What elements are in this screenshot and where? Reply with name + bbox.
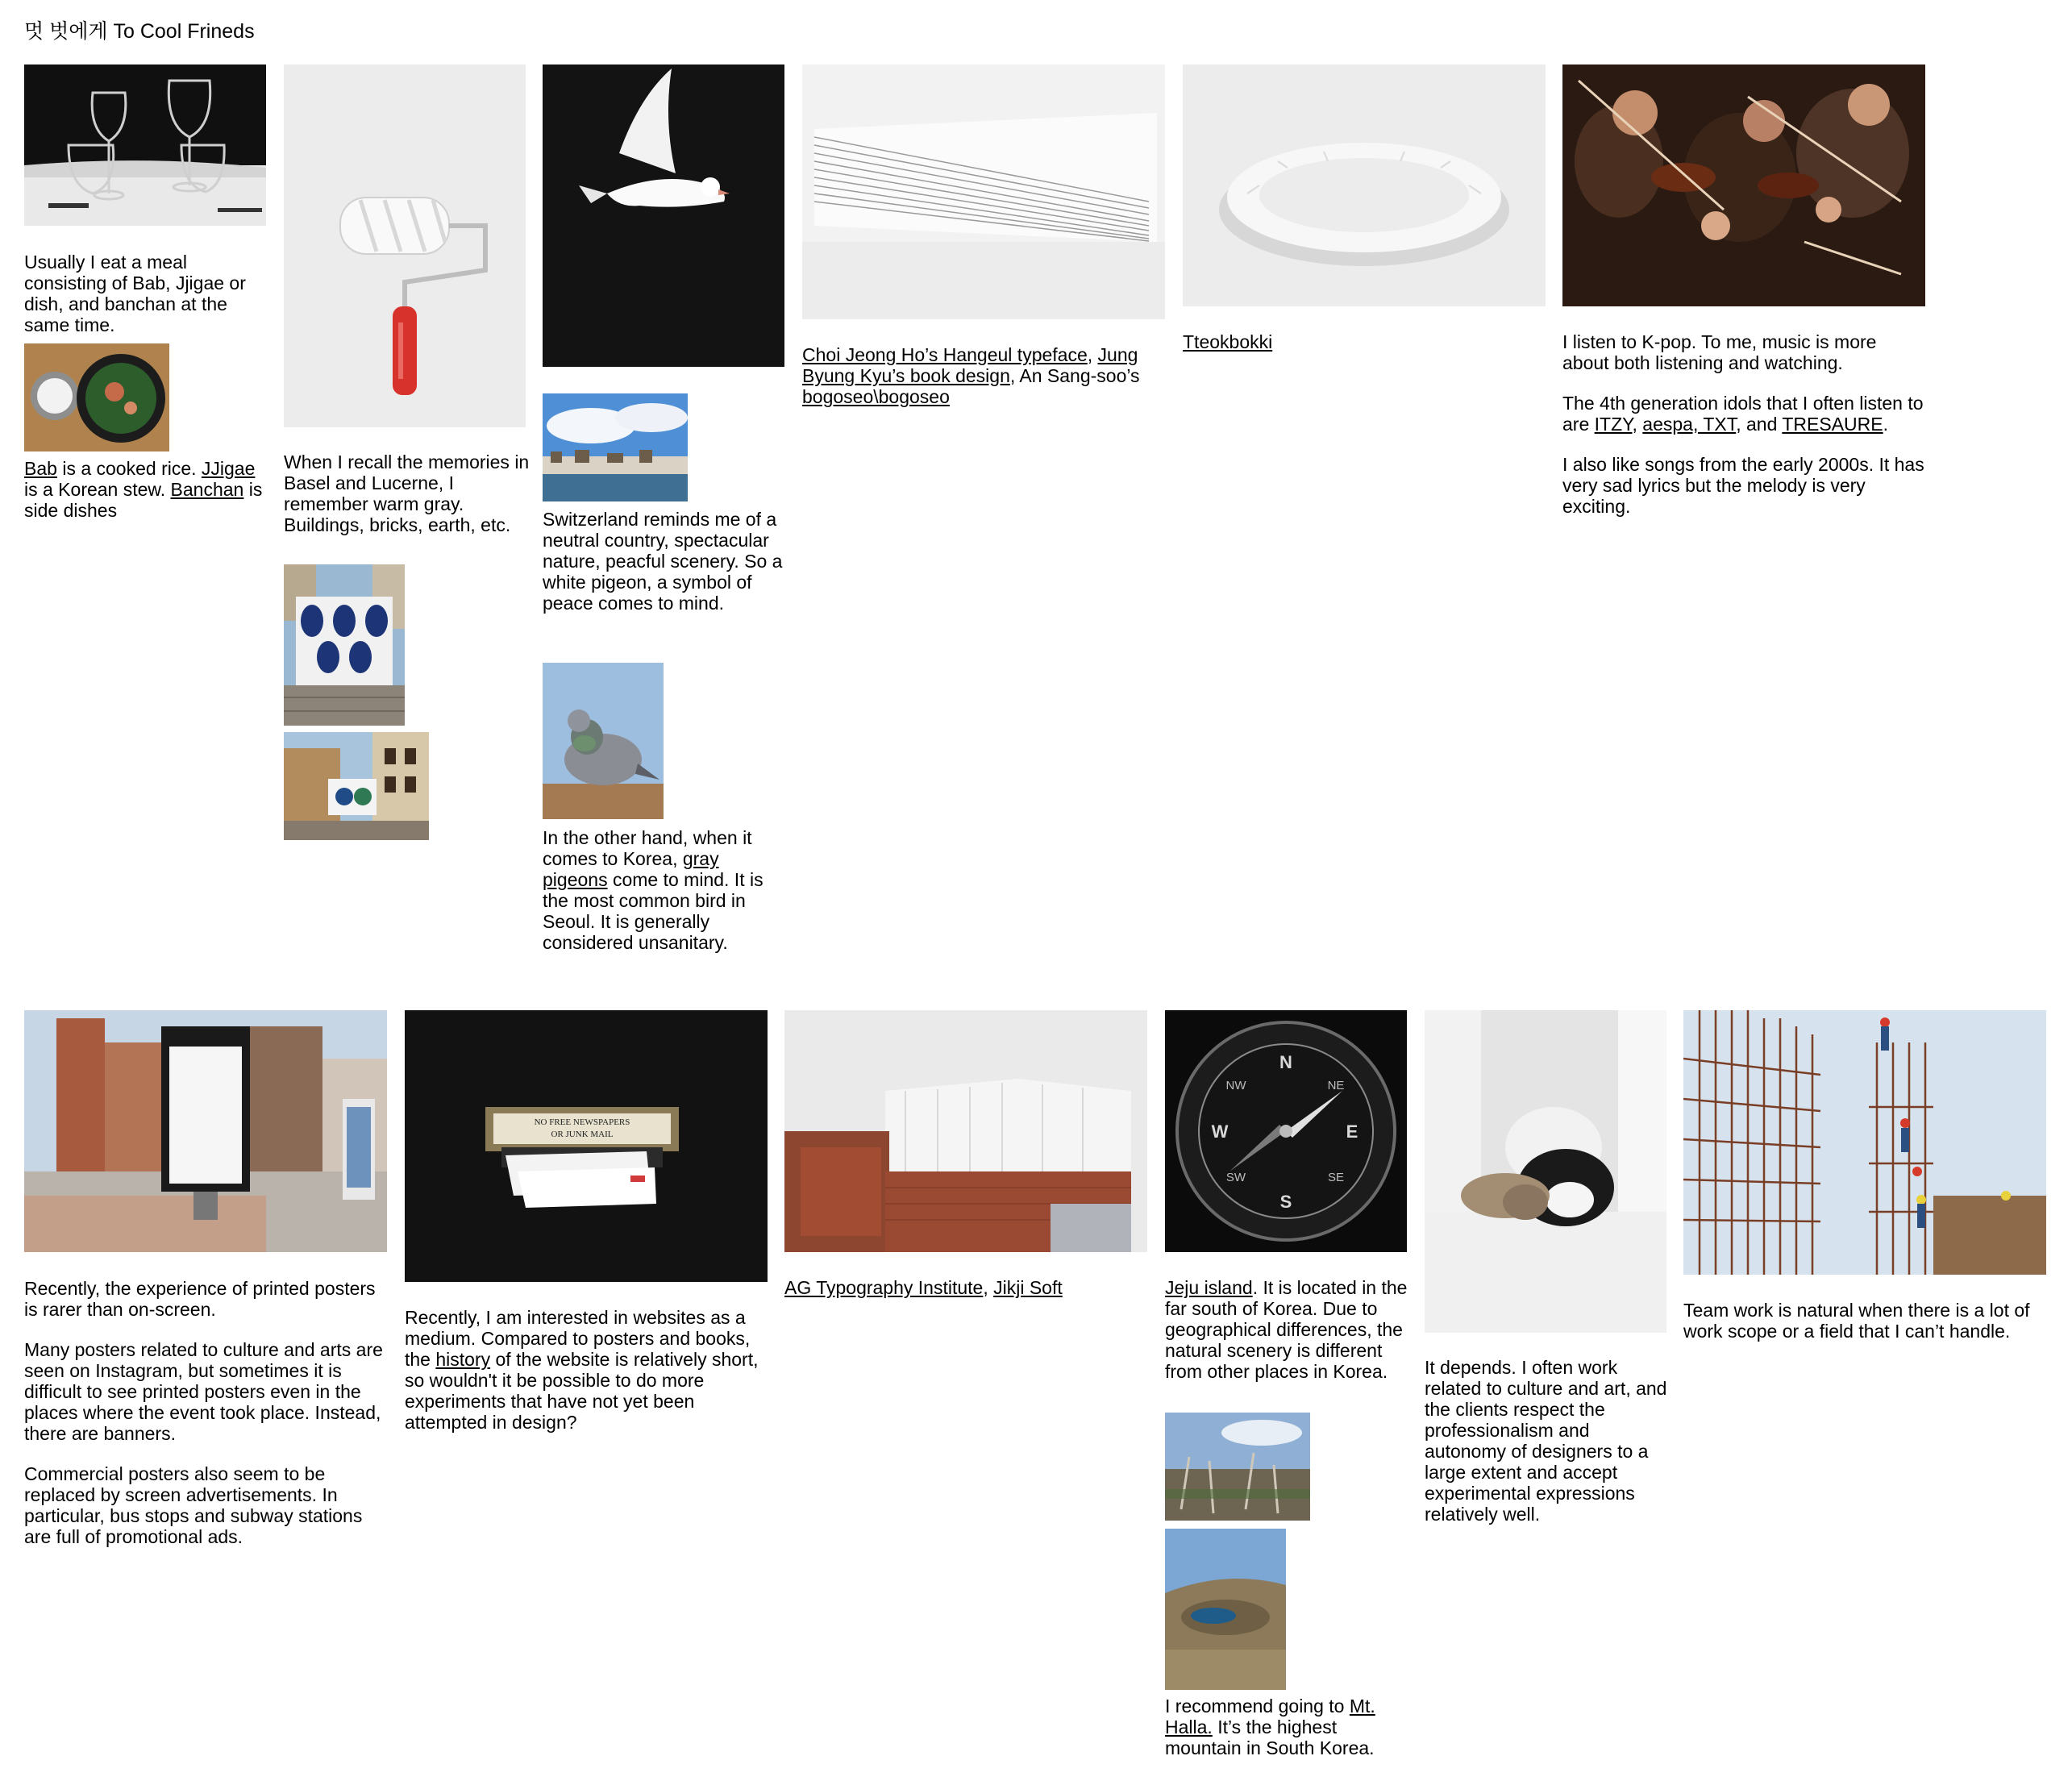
compass-w-label: W (1211, 1121, 1229, 1142)
compass-nw-label: NW (1225, 1079, 1246, 1092)
page-title: 멋 벗에게 To Cool Frineds (24, 20, 255, 43)
compass-e-label: E (1346, 1121, 1358, 1142)
cat-dog-photo (1425, 1010, 1666, 1333)
mt-halla-link[interactable]: Mt. Halla. (1165, 1696, 1375, 1737)
bogoseo-link[interactable]: bogoseo\bogoseo (802, 386, 950, 407)
aespa-txt-link[interactable]: aespa, TXT (1642, 414, 1737, 435)
posters-text (24, 1278, 387, 1547)
compass-ne-label: NE (1327, 1079, 1345, 1092)
compass-sw-label: SW (1225, 1171, 1246, 1184)
gray-pigeon-photo (543, 663, 664, 819)
mail-slot-photo (405, 1010, 768, 1282)
jjigae-link[interactable]: JJigae (201, 458, 256, 479)
halla-text: I recommend going to Mt. Halla. It’s the highest mountain in South Korea. (1165, 1696, 1375, 1758)
posters-paragraph-1: Recently, the experience of printed posters is rarer than on-screen. (24, 1278, 376, 1320)
compass-n-label: N (1279, 1052, 1292, 1072)
meal-text (24, 252, 270, 335)
jung-byung-kyu-link[interactable]: Jung Byung Kyu’s book design (802, 344, 1138, 386)
korean-meal-photo (24, 343, 169, 451)
kpop-paragraph: I listen to K-pop. To me, music is more about both listening and watching. (1562, 331, 1877, 373)
lucerne-lake-photo (543, 393, 688, 501)
history-link[interactable]: history (435, 1349, 491, 1370)
tteokbokki-link[interactable]: Tteokbokki (1183, 331, 1273, 352)
teamwork-paragraph: Team work is natural when there is a lot of work scope or a field that I can’t handle. (1683, 1300, 2030, 1342)
jeju-island-link[interactable]: Jeju island (1165, 1277, 1253, 1298)
gray-pigeons-link[interactable]: gray pigeons (543, 848, 719, 890)
posters-paragraph-2: Many posters related to culture and arts are seen on Instagram, but sometimes it is difficult to see printed posters even in the places where the event took place. Instead, there are banners. (24, 1339, 383, 1444)
kpop-text: I listen to K-pop. To me, music is more about both listening and watching. The 4th generation idols that I often listen to are ITZY, aespa, TXT, and TRESAURE. I also like songs from the early 2000s. It has very sad lyrics but the melody is very exciting. (1562, 331, 1924, 517)
jeju-text: Jeju island. It is located in the far south of Korea. Due to geographical differences, the natural scenery is different from other places in Korea. (1165, 1277, 1408, 1382)
meal-paragraph: Usually I eat a meal consisting of Bab, Jjigae or dish, and banchan at the same time. (24, 252, 246, 335)
compass-se-label: SE (1327, 1171, 1345, 1184)
bab-link[interactable]: Bab (24, 458, 57, 479)
depends-text (1425, 1357, 1670, 1525)
basel-poster-photo (284, 564, 405, 726)
white-plate-photo (1183, 64, 1546, 306)
jeju-forest-photo (1165, 1413, 1310, 1521)
choi-jeong-ho-link[interactable]: Choi Jeong Ho’s Hangeul typeface (802, 344, 1088, 365)
ag-typography-link[interactable]: AG Typography Institute (784, 1277, 984, 1298)
korea-pigeon-text: In the other hand, when it comes to Korea, gray pigeons come to mind. It is the most common bird in Seoul. It is generally considered unsanitary. (543, 827, 763, 953)
ag-building-photo (784, 1010, 1147, 1252)
memory-text (284, 451, 530, 535)
paper-stack-photo (802, 64, 1165, 319)
ag-typography-text: AG Typography Institute, Jikji Soft (784, 1277, 1063, 1298)
treasure-link[interactable]: TRESAURE (1782, 414, 1883, 435)
depends-paragraph: It depends. I often work related to culture and art, and the clients respect the professionalism and autonomy of designers to a large extent and accept experimental expressions relatively well. (1425, 1357, 1667, 1525)
compass-s-label: S (1279, 1192, 1292, 1212)
memory-paragraph: When I recall the memories in Basel and Lucerne, I remember warm gray. Buildings, bricks, earth, etc. (284, 451, 530, 535)
paint-roller-photo (284, 64, 526, 427)
meal-definitions: Bab is a cooked rice. JJigae is a Korean stew. Banchan is side dishes (24, 458, 263, 521)
white-dove-photo (543, 64, 784, 367)
wine-glasses-photo (24, 64, 266, 226)
songs-paragraph: I also like songs from the early 2000s. It has very sad lyrics but the melody is very exciting. (1562, 454, 1924, 517)
banchan-link[interactable]: Banchan (170, 479, 244, 500)
street-poster-photo (24, 1010, 387, 1252)
websites-text: Recently, I am interested in websites as a medium. Compared to posters and books, the history of the website is relatively short, so wouldn't it be possible to do more experiments that have not yet been attempted in design? (405, 1307, 759, 1433)
violin-orchestra-photo (1562, 64, 1925, 306)
construction-team-photo (1683, 1010, 2046, 1275)
itzy-link[interactable]: ITZY (1594, 414, 1633, 435)
teamwork-text (1683, 1300, 2050, 1342)
posters-paragraph-3: Commercial posters also seem to be replaced by screen advertisements. In particular, bus stops and subway stations are full of promotional ads. (24, 1463, 363, 1547)
lucerne-street-photo (284, 732, 429, 840)
compass-photo (1165, 1010, 1407, 1252)
switzerland-text (543, 509, 788, 614)
svg-text:OR JUNK MAIL: OR JUNK MAIL (551, 1130, 614, 1139)
mail-slot-sign-line: NO FREE NEWSPAPERS (534, 1117, 630, 1127)
switzerland-paragraph: Switzerland reminds me of a neutral country, spectacular nature, peacful scenery. So a white pigeon, a symbol of peace comes to mind. (543, 509, 783, 614)
jikji-soft-link[interactable]: Jikji Soft (993, 1277, 1063, 1298)
korean-design-text: Choi Jeong Ho’s Hangeul typeface, Jung Byung Kyu’s book design, An Sang-soo’s bogoseo\bogoseo (802, 344, 1140, 407)
mt-halla-crater-photo (1165, 1529, 1286, 1690)
tteokbokki-text (1183, 331, 1546, 352)
